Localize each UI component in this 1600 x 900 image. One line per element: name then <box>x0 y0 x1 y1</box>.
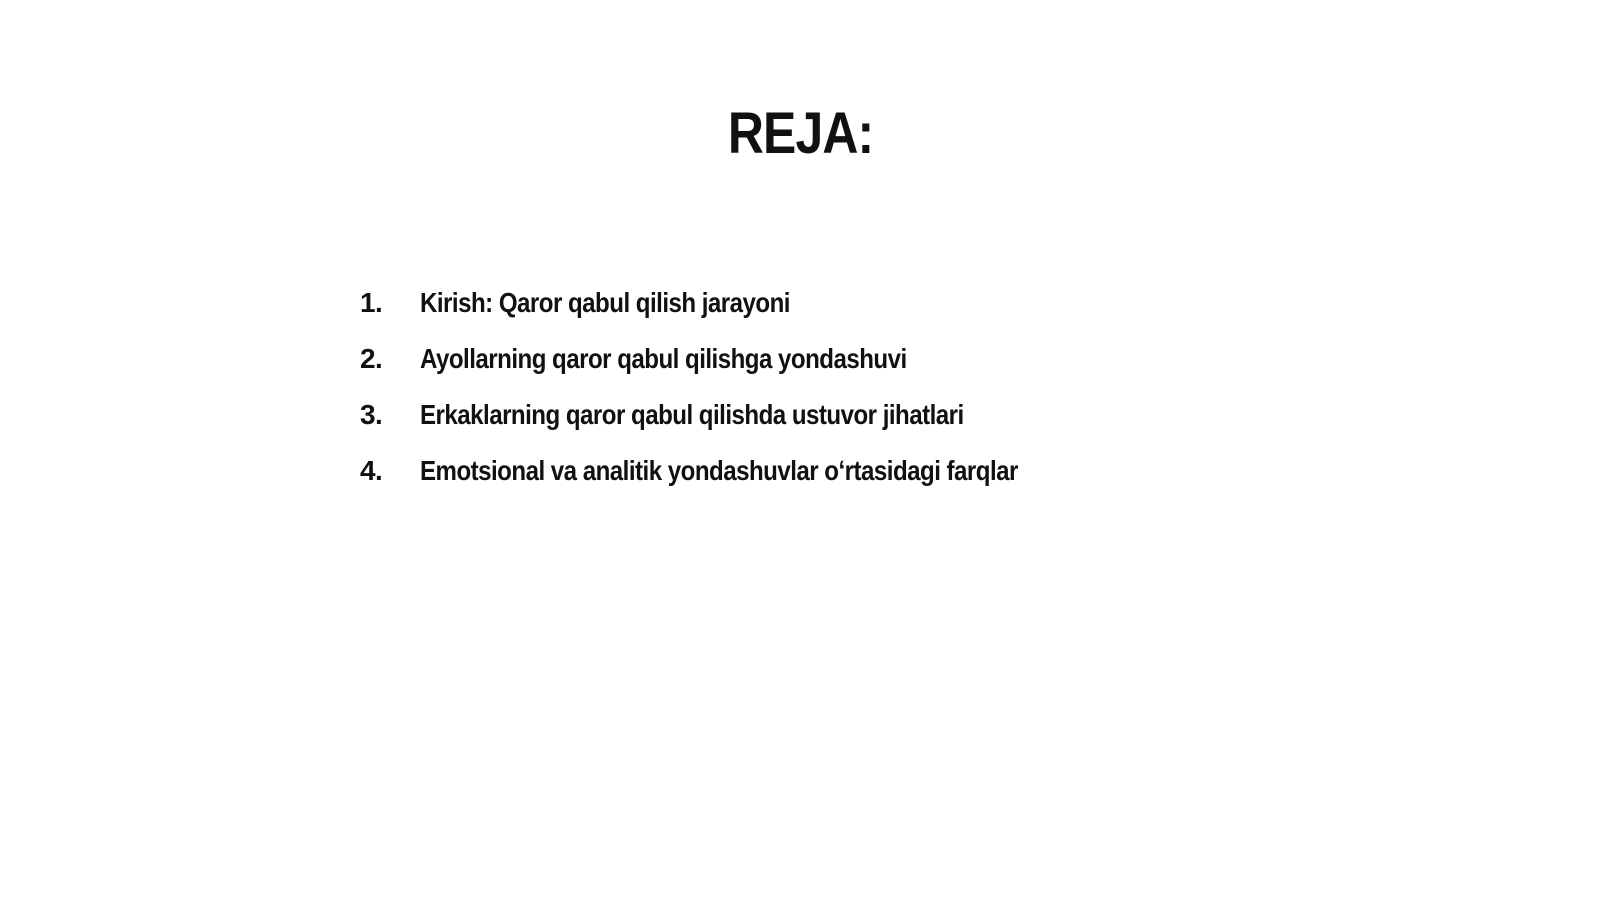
item-text: Emotsional va analitik yondashuvlar oʻrtasidagi farqlar <box>420 455 1018 486</box>
item-number: 3. <box>360 399 383 430</box>
item-number: 2. <box>360 343 383 374</box>
list-item <box>360 287 1115 343</box>
item-text: Erkaklarning qaror qabul qilishda ustuvor jihatlari <box>420 399 964 430</box>
list-item <box>360 455 1115 511</box>
item-number: 4. <box>360 455 383 486</box>
list-item <box>360 343 1115 399</box>
slide-title: REJA: <box>727 101 874 166</box>
list-item <box>360 399 1115 455</box>
item-text: Ayollarning qaror qabul qilishga yondashuvi <box>420 343 907 374</box>
plan-list <box>360 287 1115 511</box>
item-text: Kirish: Qaror qabul qilish jarayoni <box>420 287 790 318</box>
item-number: 1. <box>360 287 383 318</box>
